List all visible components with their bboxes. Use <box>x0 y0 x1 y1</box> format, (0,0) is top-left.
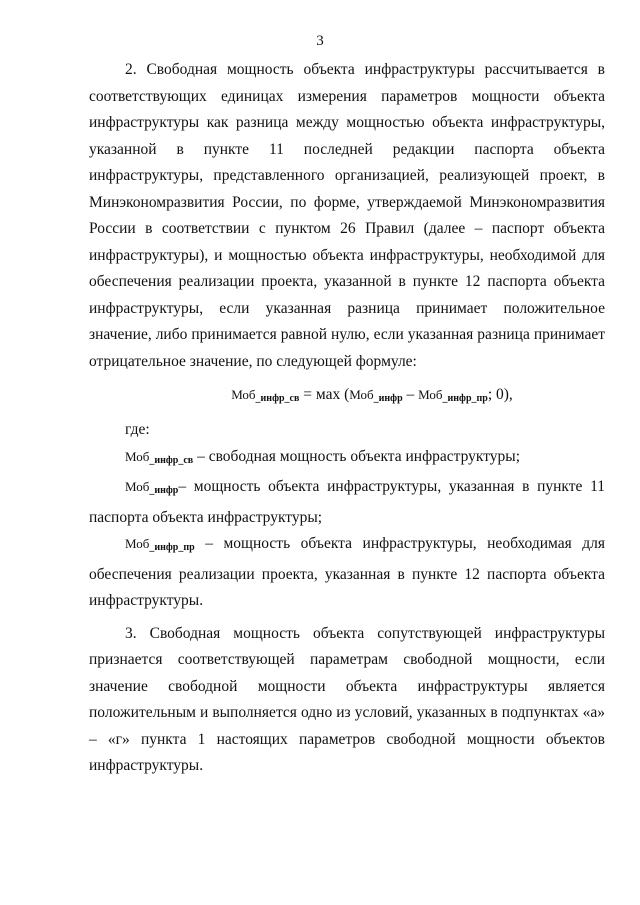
formula-term-a: Моб <box>349 387 374 402</box>
formula-term-a-subscript: _инфр <box>373 393 403 404</box>
paragraph-3: 3. Свободная мощность объекта сопутствующей инфраструктуры признается соответствующей параметрам свободной мощности, если значение свободной мощности объекта инфраструктуры является положительным и выполняется одно из условий, указанных в подпунктах «а» – «г» пункта 1 настоящих параметров свободной мощности объектов инфраструктуры. <box>89 624 605 774</box>
definition-2-symbol: Моб <box>125 479 150 494</box>
definition-1 <box>89 444 605 475</box>
formula-tail: ; 0), <box>487 386 513 403</box>
definition-3-subscript: _инфр_пр <box>149 542 195 553</box>
page-number: 3 <box>316 33 324 49</box>
definition-3-text: – мощность объекта инфраструктуры, необходимая для обеспечения реализации проекта, указанная в пункте 12 паспорта объекта инфраструктуры. <box>89 535 605 609</box>
formula-term-b-subscript: _инфр_пр <box>442 393 488 404</box>
formula <box>89 381 605 413</box>
formula-max: = мах ( <box>299 386 350 403</box>
definition-2 <box>89 474 605 531</box>
definition-1-symbol: Моб <box>125 448 150 464</box>
paragraph-2: 2. Свободная мощность объекта инфраструктуры рассчитывается в соответствующих единицах измерения параметров мощности объекта инфраструктуры как разница между мощностью объекта инфраструктуры, указанной в пункте 11 последней редакции паспорта объекта инфраструктуры, представленного организацией, реализующей проект, в Минэкономразвития России, по форме, утверждаемой Минэкономразвития России в соответствии с пунктом 26 Правил (далее – паспорт объекта инфраструктуры), и мощностью объекта инфраструктуры, необходимой для обеспечения реализации проекта, указанной в пункте 12 паспорта объекта инфраструктуры, если указанная разница принимает положительное значение, либо принимается равной нулю, если указанная разница принимает отрицательное значение, по следующей формуле: <box>89 61 605 370</box>
definition-1-subscript: _инфр_св <box>149 454 194 466</box>
definition-2-text: – мощность объекта инфраструктуры, указанная в пункте 11 паспорта объекта инфраструктуры; <box>89 478 605 526</box>
definition-1-text: – свободная мощность объекта инфраструктуры; <box>193 447 521 465</box>
formula-term-b: Моб <box>418 387 443 402</box>
where-label: где: <box>125 421 150 438</box>
formula-lhs-subscript: _инфр_св <box>255 393 300 404</box>
definition-2-subscript: _инфр <box>149 485 179 496</box>
definition-3 <box>89 531 605 615</box>
formula-lhs: Моб <box>231 387 256 402</box>
document-body <box>89 57 605 780</box>
formula-minus: – <box>402 386 419 403</box>
definition-3-symbol: Моб <box>125 536 150 551</box>
